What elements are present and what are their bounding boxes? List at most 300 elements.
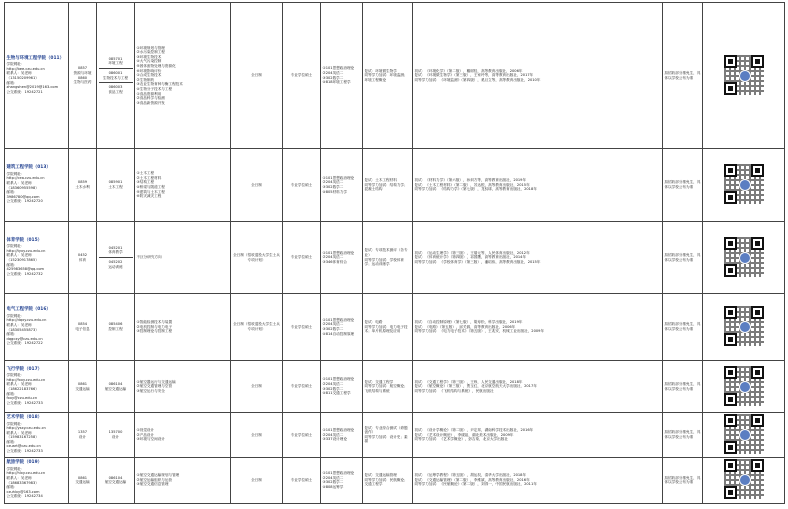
- remark: 拟招收部分推免生，具体以学校公布为准: [664, 252, 701, 262]
- qr-code-icon: [724, 366, 764, 406]
- study-mode: 全日制: [251, 477, 262, 482]
- discipline-code-cell: [69, 149, 97, 222]
- qr-code-icon: [724, 306, 764, 346]
- exam-subjects-cell: [321, 413, 363, 458]
- qr-cell: [703, 222, 785, 294]
- research-direction: ②食品科学与检测: [136, 96, 165, 101]
- field-name: 土木工程: [108, 185, 123, 189]
- exam-subjects-cell: [321, 222, 363, 294]
- remark-cell: [663, 149, 703, 222]
- school-contact-line: 学院网址：: [6, 62, 25, 67]
- discipline-code-line: 0861: [77, 475, 88, 480]
- school-cell: [5, 413, 69, 458]
- field-code: 045202: [108, 260, 123, 264]
- retest-line: 复试：交通运输管理: [364, 473, 397, 478]
- degree-type-cell: [283, 294, 321, 361]
- exam-subject: ②204英语二: [322, 70, 344, 75]
- school-name: 建筑工程学院（013）: [6, 165, 51, 171]
- program-row: [5, 222, 785, 294]
- exam-subject: ④818环境工程学: [322, 80, 351, 85]
- exam-subject: ①101思想政治理论: [322, 175, 355, 180]
- exam-subject: ①101思想政治理论: [322, 66, 355, 71]
- discipline-code-line: 设计: [78, 434, 87, 439]
- reference-book: 初试：《运筹学教程》（第五版），胡运权，清华大学出版社，2018年: [414, 473, 527, 478]
- discipline-code-line: 交通运输: [75, 480, 90, 485]
- discipline-code-line: 资源与环境: [73, 70, 92, 75]
- remark: 拟招收部分推免生，具体以学校公布为准: [664, 322, 701, 331]
- degree-type: 专业学位硕士: [290, 182, 313, 187]
- reference-book: 同等学力加试：《学校体育学》（第三版），潘绍伟，高等教育出版社，2015年: [414, 259, 541, 264]
- reference-book: 初试：《自动控制原理》（第七版），胡寿松，科学出版社，2019年: [414, 320, 523, 325]
- research-direction: ③环境与空间设计: [136, 437, 165, 442]
- reference-book: 复试：《航空概论》（第三版），贾玉红，北京航空航天大学出版社，2017年: [414, 384, 537, 389]
- reference-books-cell: [413, 3, 663, 149]
- research-direction: ②航空运输组织与运营: [136, 477, 173, 482]
- school-contact-line: czuart@czu.edu.cn: [6, 444, 41, 449]
- school-contact-line: 公交系统：19242732: [6, 271, 43, 276]
- school-contact-line: 学院网址：: [6, 373, 25, 378]
- study-mode-cell: [231, 361, 283, 413]
- discipline-code-cell: [69, 3, 97, 149]
- school-contact-line: 联系人：吴老师: [6, 322, 32, 327]
- school-contact-line: 邮箱：: [6, 485, 18, 490]
- field-entry: [99, 474, 133, 487]
- research-direction: ②生物制药: [136, 77, 155, 82]
- school-contact-line: czuhlxy@163.com: [6, 489, 40, 494]
- field-entry: [99, 69, 133, 83]
- research-direction: ③农业生物育种与酶工程技术: [136, 82, 183, 87]
- retest-line: 复试：专项技术测评（各专业）: [364, 248, 408, 257]
- qr-cell: [703, 457, 785, 503]
- exam-subject: ③337设计理论: [322, 437, 347, 442]
- reference-books-cell: [413, 149, 663, 222]
- program-table: [4, 2, 785, 504]
- retest-cell: [363, 294, 413, 361]
- study-mode: 全日制: [251, 384, 262, 389]
- research-direction: ⑥环境影响评价: [136, 68, 162, 73]
- discipline-code-line: 土木水利: [75, 185, 90, 189]
- field-name: 环境工程: [108, 61, 123, 66]
- school-contact-line: （18305455873）: [6, 327, 39, 332]
- degree-type: 专业学位硕士: [290, 432, 313, 437]
- study-mode-cell: [231, 149, 283, 222]
- remark: 拟招收部分推免生，具体以学校公布为准: [664, 475, 701, 485]
- discipline-code-line: 电子信息: [75, 327, 90, 331]
- school-contact-line: 公交系统：19242734: [6, 494, 43, 499]
- exam-subject: ③302数学二: [322, 327, 344, 331]
- degree-type-cell: [283, 413, 321, 458]
- retest-line: 同等学力加试：学校体育学；运动训练学: [364, 257, 405, 267]
- school-cell: [5, 361, 69, 413]
- field-name: 设计: [111, 434, 120, 439]
- field-name: 航空交通运输: [104, 480, 127, 485]
- school-cell: [5, 3, 69, 149]
- retest-line: 同等学力加试：电力电子技术；单片机原理及应用: [364, 324, 408, 334]
- qr-code-icon: [724, 459, 764, 499]
- reference-book: 初试：《材料力学》（第六版），孙训方等，高等教育出版社，2019年: [414, 178, 527, 183]
- school-contact-line: 公交系统：19242720: [6, 199, 43, 204]
- research-direction: ④大气污染控制: [136, 59, 162, 64]
- study-mode: 全日制: [251, 182, 262, 187]
- school-contact-line: http://cea.czu.edu.cn: [6, 176, 45, 181]
- retest-cell: [363, 149, 413, 222]
- field-code: 135700: [108, 430, 123, 435]
- reference-books-cell: [413, 222, 663, 294]
- school-contact-line: 公交系统：19242721: [6, 89, 43, 94]
- discipline-code-line: 0452: [77, 252, 88, 257]
- discipline-code-cell: [69, 457, 97, 503]
- field-code: 086003: [108, 85, 123, 90]
- field-name: 运动训练: [108, 264, 123, 269]
- research-direction: ①航空交通运输规划与管理: [136, 473, 180, 478]
- exam-subjects-cell: [321, 294, 363, 361]
- research-direction: ①环境规划与管理: [136, 45, 165, 50]
- research-direction: ①土木工程: [136, 171, 155, 176]
- school-name: 电气工程学院（016）: [6, 307, 51, 313]
- school-contact-line: 学院网址：: [6, 313, 25, 318]
- exam-subjects-cell: [321, 3, 363, 149]
- qr-code-icon: [724, 164, 764, 204]
- retest-line: 复试：环境微生物学: [364, 68, 397, 73]
- remark-cell: [663, 294, 703, 361]
- school-contact-line: 公交系统：19242722: [6, 341, 43, 346]
- school-contact-line: 邮箱：: [6, 439, 18, 444]
- school-contact-line: （18622183766）: [6, 387, 39, 391]
- degree-type-cell: [283, 457, 321, 503]
- exam-subjects-cell: [321, 361, 363, 413]
- field-cell: [97, 457, 135, 503]
- remark-cell: [663, 3, 703, 149]
- school-contact-line: 邮箱：: [6, 391, 18, 396]
- retest-cell: [363, 413, 413, 458]
- school-contact-line: 联系人：吴老师: [6, 71, 32, 76]
- research-direction: ①视觉设计: [136, 427, 155, 432]
- discipline-code-line: 交通运输: [75, 386, 90, 391]
- research-direction: ⑤固体废物处理与资源化: [136, 64, 176, 69]
- school-contact-line: 联系人：吴老师: [6, 180, 32, 185]
- research-direction: ②电机控制与电力电子: [136, 324, 173, 329]
- reference-book: 初试：《运动生理学》（第三版），王瑞元等，人民体育出版社，2012年: [414, 250, 530, 255]
- study-mode: 全日制: [251, 73, 262, 78]
- exam-subject: ③302数学二: [322, 185, 344, 189]
- school-contact-line: 公交系统：19242733: [6, 449, 43, 454]
- school-name: 艺术学院（018）: [6, 414, 43, 420]
- school-cell: [5, 222, 69, 294]
- study-mode: 全日制（招收退役大学生士兵专项计划）: [233, 252, 280, 262]
- qr-cell: [703, 149, 785, 222]
- research-direction: ⑤建筑与土木工程: [136, 189, 165, 194]
- school-contact-line: 邮箱：: [6, 262, 18, 267]
- exam-subjects-cell: [321, 149, 363, 222]
- program-row: [5, 457, 785, 503]
- field-code: 085701: [108, 56, 123, 61]
- school-contact-line: 学院网址：: [6, 244, 25, 249]
- field-code: 086104: [108, 475, 123, 480]
- field-code: 085901: [108, 180, 123, 185]
- exam-subject: ③302数学二: [322, 386, 344, 391]
- discipline-code-cell: [69, 294, 97, 361]
- exam-subject: ①101思想政治理论: [322, 470, 355, 475]
- research-direction: ②航空交通管理与空管: [136, 384, 173, 389]
- school-contact-line: 邮箱：: [6, 190, 18, 195]
- exam-subject: ②204英语二: [322, 381, 344, 386]
- discipline-code-line: 0859: [77, 180, 88, 185]
- research-direction: ①智能检测技术与装置: [136, 320, 173, 325]
- retest-line: 复试：交通工程学: [364, 379, 394, 384]
- qr-cell: [703, 3, 785, 149]
- school-contact-line: http://tyxy.czu.edu.cn: [6, 248, 46, 253]
- qr-cell: [703, 413, 785, 458]
- field-cell: [97, 3, 135, 149]
- exam-subject: ②204英语二: [322, 255, 344, 260]
- program-row: [5, 149, 785, 222]
- reference-book: 同等学力加试：《飞机结构与系统》，民航出版社: [414, 388, 494, 393]
- research-direction: ③结构工程: [136, 180, 155, 185]
- school-contact-line: http://hlxy.czu.edu.cn: [6, 471, 46, 476]
- reference-book: 初试：《交通工程学》（第三版），王炜，人民交通出版社，2018年: [414, 379, 523, 384]
- research-direction: ①航空器运行与交通运输: [136, 379, 176, 384]
- school-name: 生物与环境工程学院（011）: [6, 55, 64, 61]
- school-contact-line: 3986780@qq.com: [6, 194, 40, 199]
- direction-cell: [135, 457, 231, 503]
- school-contact-line: 学院网址：: [6, 171, 25, 176]
- reference-books-cell: [413, 457, 663, 503]
- exam-subject: ③302数学二: [322, 75, 344, 80]
- exam-subject: ④814自动控制原理: [322, 331, 355, 336]
- research-direction: ④桥梁与隧道工程: [136, 185, 165, 189]
- degree-type: 专业学位硕士: [290, 255, 313, 260]
- degree-type: 专业学位硕士: [290, 73, 313, 78]
- program-row: [5, 294, 785, 361]
- exam-subject: ④808运筹学: [322, 484, 344, 489]
- field-cell: [97, 361, 135, 413]
- degree-type-cell: [283, 149, 321, 222]
- research-direction: ③环境生物技术: [136, 54, 162, 59]
- program-row: [5, 3, 785, 149]
- school-contact-line: http://bee.czu.edu.cn: [6, 66, 45, 71]
- discipline-code-cell: [69, 222, 97, 294]
- research-direction: ③控制理论与控制工程: [136, 329, 173, 334]
- school-contact-line: （15983167258）: [6, 435, 39, 440]
- remark-cell: [663, 361, 703, 413]
- reference-book: 初试：《环境化学》（第二版），戴树桂，高等教育出版社，2006年: [414, 68, 523, 73]
- remark: 拟招收部分推免生，具体以学校公布为准: [664, 180, 701, 189]
- school-contact-line: http://dqxy.czu.edu.cn: [6, 318, 47, 323]
- retest-cell: [363, 3, 413, 149]
- field-name: 航空交通运输: [104, 386, 127, 391]
- exam-subject: ④811交通工程学: [322, 391, 351, 396]
- reference-book: 复试：《环境微生物学》（第三版），王家玲等，高等教育出版社，2017年: [414, 73, 534, 78]
- field-code: 086104: [108, 381, 123, 386]
- qr-code-icon: [724, 55, 764, 95]
- exam-subject: ④805材料力学: [322, 189, 347, 194]
- field-code: 085406: [108, 322, 123, 327]
- research-direction: ③航空交通信息管理: [136, 482, 169, 487]
- retest-cell: [363, 457, 413, 503]
- school-contact-line: 公交系统：19242733: [6, 400, 43, 405]
- exam-subject: ①101思想政治理论: [322, 377, 355, 382]
- research-direction: ①食品资源利用: [136, 91, 162, 96]
- exam-subject: ②204英语二: [322, 322, 344, 327]
- school-name: 飞行学院（017）: [6, 366, 43, 372]
- reference-book: 复试：《土木工程材料》（第二版），苏达根，高等教育出版社，2015年: [414, 182, 530, 187]
- school-contact-line: 邮箱：: [6, 80, 18, 85]
- reference-books-cell: [413, 413, 663, 458]
- discipline-code-line: 生物与医药: [73, 80, 92, 85]
- retest-line: 同等学力加试：设计史；素描: [364, 434, 408, 444]
- remark: 拟招收部分推免生，具体以学校公布为准: [664, 381, 701, 391]
- exam-subject: ①101思想政治理论: [322, 250, 355, 255]
- remark: 拟招收部分推免生，具体以学校公布为准: [664, 430, 701, 439]
- retest-line: 复试：土木工程材料: [364, 178, 397, 183]
- school-contact-line: 联系人：吴老师: [6, 476, 32, 480]
- field-entry: [99, 258, 133, 271]
- school-cell: [5, 294, 69, 361]
- reference-book: 同等学力加试：《艺术学概论》，彭吉象，北京大学出版社: [414, 437, 508, 442]
- research-direction: ③航空运行与安全: [136, 388, 165, 393]
- discipline-code-line: 0857: [77, 66, 88, 71]
- school-contact-line: 学院网址：: [6, 466, 25, 471]
- qr-cell: [703, 361, 785, 413]
- field-entry: [99, 320, 133, 333]
- study-mode-cell: [231, 222, 283, 294]
- discipline-code-line: 0854: [77, 322, 88, 327]
- field-name: 体育教学: [108, 250, 123, 255]
- retest-line: 同等学力加试：民航概论；交通工程学: [364, 477, 408, 487]
- research-direction: ③食品新资源开发: [136, 100, 165, 105]
- school-contact-line: 学院网址：: [6, 421, 25, 426]
- school-cell: [5, 149, 69, 222]
- exam-subject: ③302数学二: [322, 480, 344, 485]
- field-name: 食品工程: [108, 89, 123, 94]
- program-row: [5, 361, 785, 413]
- school-contact-line: （18683367983）: [6, 480, 39, 485]
- qr-code-icon: [724, 414, 764, 454]
- reference-book: 同等学力加试：《环境监测》（第四版），奚旦立等，高等教育出版社，2010年: [414, 77, 541, 82]
- field-entry: [99, 380, 133, 393]
- school-contact-line: zhangshen@2019@163.com: [6, 85, 59, 90]
- school-name: 航旅学院（019）: [6, 460, 43, 466]
- remark-cell: [663, 457, 703, 503]
- school-contact-line: 联系人：吴老师: [6, 253, 32, 258]
- school-contact-line: 425983658@qq.com: [6, 267, 45, 272]
- retest-line: 复试：专业综合测试（命题创作）: [364, 425, 408, 435]
- degree-type: 专业学位硕士: [290, 477, 313, 482]
- reference-book: 复试：《交通运输管理》（第二版），李维斌，高等教育出版社，2016年: [414, 477, 530, 482]
- study-mode: 全日制（招收退役大学生士兵专项计划）: [233, 322, 280, 331]
- retest-cell: [363, 222, 413, 294]
- study-mode-cell: [231, 294, 283, 361]
- remark: 拟招收部分推免生，具体以学校公布为准: [664, 70, 701, 80]
- reference-book: 复试：《艺术设计概论》，李砚祖，湖北美术出版社，2009年: [414, 432, 514, 437]
- qr-cell: [703, 294, 785, 361]
- degree-type-cell: [283, 361, 321, 413]
- field-entry: [99, 244, 133, 258]
- retest-line: 复试：电路: [364, 320, 383, 325]
- discipline-code-cell: [69, 413, 97, 458]
- reference-books-cell: [413, 361, 663, 413]
- school-contact-line: dqgcxy@czu.edu.cn: [6, 336, 43, 341]
- field-name: 控制工程: [108, 327, 123, 331]
- discipline-code-cell: [69, 361, 97, 413]
- direction-cell: [135, 149, 231, 222]
- school-contact-line: http://ysxy.czu.edu.cn: [6, 426, 46, 431]
- field-cell: [97, 222, 135, 294]
- discipline-code-line: 1357: [77, 430, 88, 435]
- direction-cell: [135, 294, 231, 361]
- degree-type: 专业学位硕士: [290, 384, 313, 389]
- study-mode-cell: [231, 457, 283, 503]
- research-direction: ⑥防灾减灾工程: [136, 194, 162, 199]
- field-entry: [99, 178, 133, 191]
- school-contact-line: （13150209961）: [6, 76, 39, 80]
- school-contact-line: http://fxxy.czu.edu.cn: [6, 377, 46, 382]
- reference-book: 复试：《体育统计学》（第四版），祁国鹰，高等教育出版社，2014年: [414, 255, 527, 260]
- retest-line: 同等学力加试：航空概论；飞机结构与系统: [364, 384, 408, 393]
- program-row: [5, 413, 785, 458]
- research-direction: ②产品设计: [136, 432, 155, 437]
- study-mode-cell: [231, 3, 283, 149]
- direction-cell: [135, 361, 231, 413]
- reference-book: 复试：《电路》（第五版），邱关源，高等教育出版社，2006年: [414, 324, 516, 329]
- study-mode-cell: [231, 413, 283, 458]
- reference-book: 同等学力加试：《结构力学》（第七版），龙驭球，高等教育出版社，2018年: [414, 187, 537, 192]
- field-code: 045201: [108, 245, 123, 250]
- discipline-code-line: 0860: [77, 75, 88, 80]
- school-contact-line: 邮箱：: [6, 332, 18, 337]
- reference-book: 初试：《设计学概论》（第二版），尹定邦，湖南科学技术出版社，2016年: [414, 427, 534, 432]
- qr-code-icon: [724, 237, 764, 277]
- field-entry: [99, 83, 133, 96]
- exam-subjects-cell: [321, 457, 363, 503]
- study-mode: 全日制: [251, 432, 262, 437]
- research-direction: 不区分研究方向: [136, 255, 162, 260]
- school-contact-line: （15230917865）: [6, 258, 39, 262]
- reference-books-cell: [413, 294, 663, 361]
- reference-book: 同等学力加试：《电力电子技术》（第五版），王兆安，机械工业出版社，2009年: [414, 329, 545, 334]
- direction-cell: [135, 413, 231, 458]
- exam-subject: ①101思想政治理论: [322, 427, 355, 432]
- school-cell: [5, 457, 69, 503]
- retest-line: 同等学力加试：结构力学；混凝土结构: [364, 182, 408, 192]
- remark-cell: [663, 222, 703, 294]
- field-name: 生物技术与工程: [102, 75, 129, 80]
- school-contact-line: 联系人：吴老师: [6, 430, 32, 435]
- field-cell: [97, 294, 135, 361]
- direction-cell: [135, 222, 231, 294]
- school-contact-line: 联系人：吴老师: [6, 382, 32, 387]
- school-name: 体育学院（015）: [6, 237, 43, 243]
- degree-type-cell: [283, 222, 321, 294]
- degree-type-cell: [283, 3, 321, 149]
- research-direction: ④生物分子技术与工程: [136, 86, 173, 91]
- research-direction: ①合成生物技术: [136, 73, 162, 78]
- discipline-code-line: 体育: [78, 257, 87, 262]
- degree-type: 专业学位硕士: [290, 324, 313, 329]
- retest-cell: [363, 361, 413, 413]
- exam-subject: ②204英语二: [322, 180, 344, 185]
- exam-subject: ①101思想政治理论: [322, 317, 355, 322]
- exam-subject: ②204英语二: [322, 432, 344, 437]
- field-entry: [99, 428, 133, 441]
- exam-subject: ③346体育综合: [322, 259, 347, 264]
- school-contact-line: （18360955598）: [6, 185, 39, 190]
- field-cell: [97, 149, 135, 222]
- research-direction: ②水污染控制工程: [136, 50, 165, 55]
- field-code: 086001: [108, 70, 123, 75]
- reference-book: 同等学力加试：《民航概论》（第二版），刘得一，中国民航出版社，2011年: [414, 482, 537, 487]
- research-direction: ②土木工程材料: [136, 175, 162, 180]
